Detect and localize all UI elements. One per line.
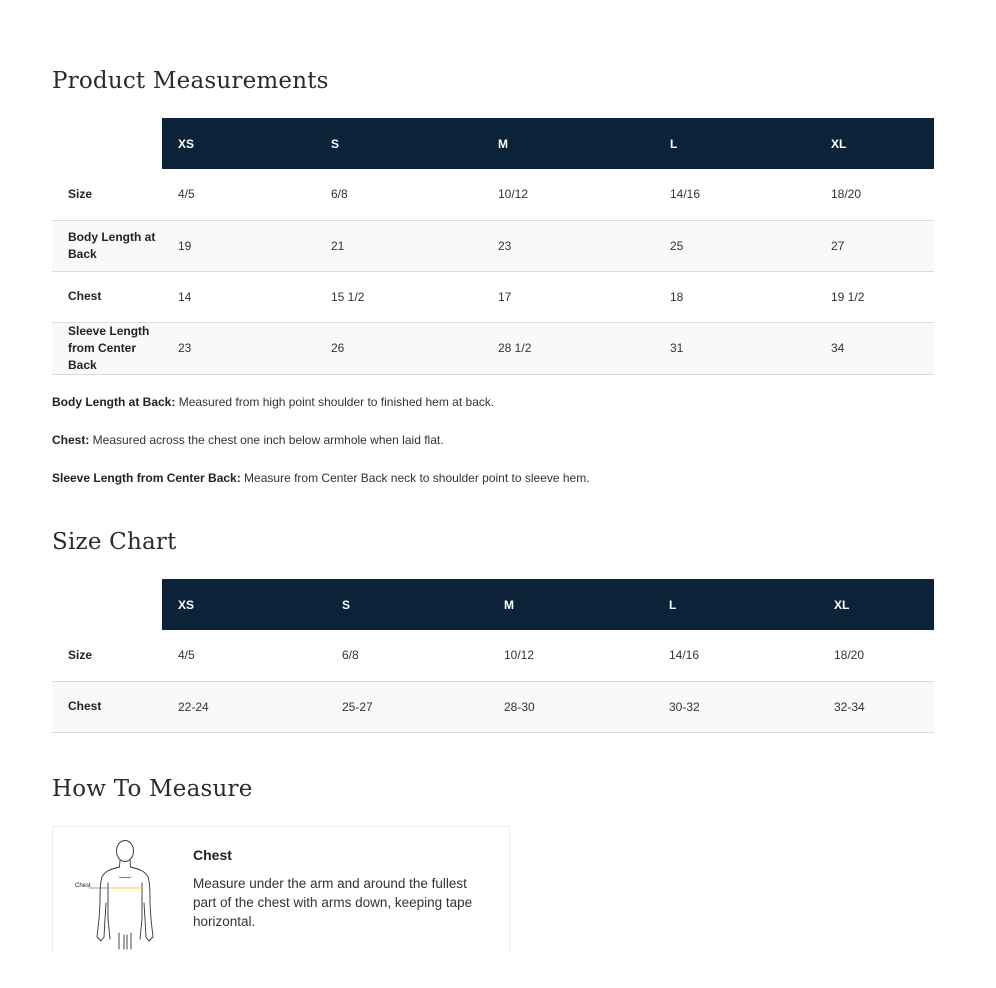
table-row bbox=[52, 322, 934, 374]
table-cell: 18/20 bbox=[831, 187, 862, 202]
table-cell: 4/5 bbox=[178, 187, 195, 202]
measure-description: Measure under the arm and around the fullest part of the chest with arms down, keeping tape horizontal. bbox=[193, 876, 473, 929]
table-cell: 23 bbox=[498, 238, 512, 253]
size-header-m: M bbox=[488, 579, 653, 630]
table-cell: 19 bbox=[178, 238, 192, 253]
chest-measure-figure-icon bbox=[67, 837, 177, 953]
product-measurements-table bbox=[52, 118, 934, 375]
note-chest bbox=[52, 433, 444, 447]
table-cell: 26 bbox=[331, 341, 345, 355]
table-cell: 14/16 bbox=[669, 648, 700, 663]
table-cell: 6/8 bbox=[342, 648, 359, 663]
table-cell: 18/20 bbox=[834, 648, 865, 663]
table-cell: 18 bbox=[670, 289, 684, 304]
size-header-l: L bbox=[654, 118, 815, 169]
row-label: Chest bbox=[68, 289, 102, 303]
size-header-s: S bbox=[315, 118, 482, 169]
note-text: Measured from high point shoulder to finished hem at back. bbox=[175, 395, 495, 409]
size-header-xs: XS bbox=[162, 118, 315, 169]
figure-label: Chest bbox=[75, 883, 91, 889]
size-chart-table bbox=[52, 579, 934, 733]
table-cell: 10/12 bbox=[504, 648, 535, 663]
table-cell: 10/12 bbox=[498, 187, 529, 202]
table-header-row bbox=[52, 579, 934, 630]
table-cell: 15 1/2 bbox=[331, 289, 365, 304]
size-header-xl: XL bbox=[818, 579, 934, 630]
measure-title: Chest bbox=[193, 847, 232, 863]
note-body-length bbox=[52, 395, 494, 409]
table-cell: 25 bbox=[670, 238, 684, 253]
table-row bbox=[52, 220, 934, 271]
table-cell: 32-34 bbox=[834, 699, 865, 714]
table-cell: 4/5 bbox=[178, 648, 195, 663]
note-text: Measured across the chest one inch below armhole when laid flat. bbox=[89, 433, 444, 447]
size-header-xs: XS bbox=[162, 579, 326, 630]
size-header-l: L bbox=[653, 579, 818, 630]
table-cell: 31 bbox=[670, 341, 684, 355]
table-cell: 34 bbox=[831, 341, 845, 355]
table-cell: 6/8 bbox=[331, 187, 348, 202]
table-cell: 22-24 bbox=[178, 699, 209, 714]
table-row bbox=[52, 681, 934, 732]
measure-card-chest bbox=[52, 826, 510, 953]
product-measurements-heading: Product Measurements bbox=[52, 68, 329, 94]
note-sleeve-length bbox=[52, 471, 590, 485]
header-blank-cell bbox=[52, 579, 162, 630]
table-cell: 19 1/2 bbox=[831, 289, 865, 304]
note-text: Measure from Center Back neck to shoulder point to sleeve hem. bbox=[240, 471, 590, 485]
size-chart-heading: Size Chart bbox=[52, 529, 177, 555]
size-header-m: M bbox=[482, 118, 654, 169]
table-row bbox=[52, 169, 934, 220]
table-cell: 27 bbox=[831, 238, 845, 253]
row-label: Chest bbox=[68, 699, 102, 713]
table-row bbox=[52, 271, 934, 322]
table-cell: 14/16 bbox=[670, 187, 701, 202]
row-label: Size bbox=[68, 186, 93, 201]
note-term: Body Length at Back: bbox=[52, 395, 176, 409]
table-cell: 17 bbox=[498, 289, 512, 304]
how-to-measure-heading: How To Measure bbox=[52, 776, 253, 802]
header-blank-cell bbox=[52, 118, 162, 169]
table-cell: 28-30 bbox=[504, 699, 535, 714]
row-label: Sleeve Length from Center Back bbox=[68, 323, 150, 372]
table-cell: 14 bbox=[178, 289, 192, 304]
table-cell: 23 bbox=[178, 341, 192, 355]
table-cell: 28 1/2 bbox=[498, 341, 532, 355]
size-header-s: S bbox=[326, 579, 488, 630]
row-label: Size bbox=[68, 647, 93, 662]
table-cell: 30-32 bbox=[669, 699, 700, 714]
table-cell: 21 bbox=[331, 238, 345, 253]
note-term: Chest: bbox=[52, 433, 90, 447]
table-cell: 25-27 bbox=[342, 699, 373, 714]
table-header-row bbox=[52, 118, 934, 169]
table-row bbox=[52, 630, 934, 681]
row-label: Body Length at Back bbox=[68, 229, 156, 261]
size-header-xl: XL bbox=[815, 118, 934, 169]
note-term: Sleeve Length from Center Back: bbox=[52, 471, 241, 485]
